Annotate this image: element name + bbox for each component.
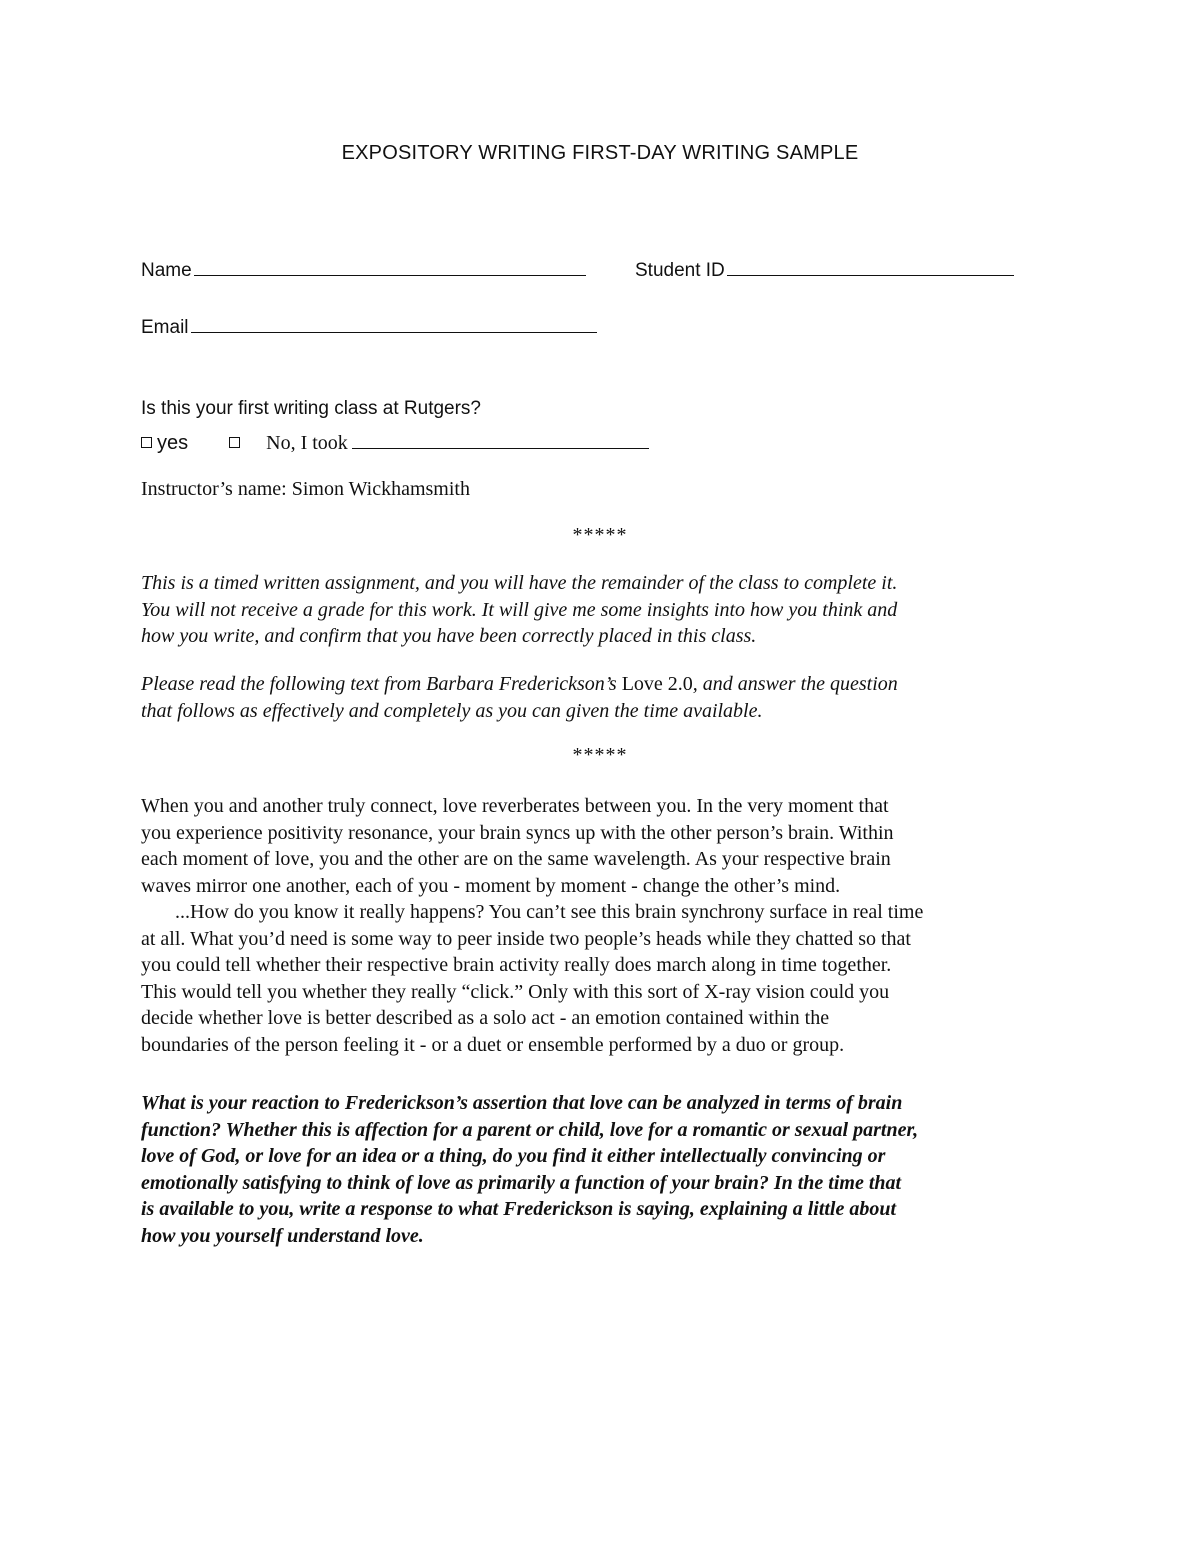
excerpt-line: each moment of love, you and the other are on the same wavelength. As your respective brain [141, 848, 891, 870]
prompt-line: how you yourself understand love. [141, 1224, 424, 1247]
excerpt-line: When you and another truly connect, love reverberates between you. In the very moment that [141, 795, 889, 817]
excerpt-line: This would tell you whether they really “click.” Only with this sort of X-ray vision could you [141, 980, 890, 1003]
instruction-text: Please read the following text from Barbara Frederickson’s [141, 673, 622, 695]
yes-label: yes [157, 432, 189, 454]
prompt-line: love of God, or love for an idea or a thing, do you find it either intellectually convincing or [141, 1145, 886, 1167]
option-yes[interactable] [141, 432, 188, 455]
intro-line: how you write, and confirm that you have been correctly placed in this class. [141, 625, 757, 647]
email-label: Email [141, 317, 189, 338]
student-id-blank-line[interactable] [727, 257, 1014, 276]
excerpt-line: you experience positivity resonance, your brain syncs up with the other person’s brain. Within [141, 821, 894, 844]
email-blank-line[interactable] [191, 314, 597, 333]
first-class-options [141, 428, 649, 455]
excerpt-passage [141, 793, 1061, 1058]
instruction-paragraph [141, 671, 1061, 724]
yes-checkbox[interactable] [141, 437, 152, 448]
student-id-field[interactable] [635, 257, 1014, 282]
instruction-line [141, 671, 1061, 698]
no-checkbox[interactable] [229, 437, 240, 448]
name-blank-line[interactable] [194, 257, 586, 276]
excerpt-line: waves mirror one another, each of you - moment by moment - change the other’s mind. [141, 874, 841, 897]
instruction-text: , and answer the question [692, 673, 898, 695]
instructor-name: Instructor’s name: Simon Wickhamsmith [141, 478, 470, 500]
name-field[interactable] [141, 257, 586, 282]
prompt-line: What is your reaction to Frederickson’s assertion that love can be analyzed in terms of brain [141, 1092, 903, 1114]
section-separator: ***** [572, 524, 628, 546]
excerpt-line: you could tell whether their respective brain activity really does march along in time together. [141, 954, 892, 976]
intro-paragraph [141, 570, 1061, 650]
student-id-label: Student ID [635, 260, 725, 281]
no-label: No, I took [266, 432, 348, 454]
prompt-line: is available to you, write a response to what Frederickson is saying, explaining a little about [141, 1198, 897, 1220]
excerpt-line: decide whether love is better described as a solo act - an emotion contained within the [141, 1007, 830, 1029]
book-title: Love 2.0 [621, 673, 693, 695]
name-label: Name [141, 260, 192, 281]
prompt-line: function? Whether this is affection for a parent or child, love for a romantic or sexual partner, [141, 1118, 919, 1141]
intro-line: You will not receive a grade for this work. It will give me some insights into how you think and [141, 598, 898, 621]
excerpt-line: ...How do you know it really happens? You can’t see this brain synchrony surface in real time [175, 901, 924, 923]
excerpt-line: boundaries of the person feeling it - or a duet or ensemble performed by a duo or group. [141, 1033, 845, 1056]
excerpt-line: at all. What you’d need is some way to peer inside two people’s heads while they chatted so that [141, 927, 911, 950]
document-title: EXPOSITORY WRITING FIRST-DAY WRITING SAMPLE [341, 142, 859, 164]
option-no[interactable] [229, 428, 649, 455]
previous-class-blank-line[interactable] [352, 428, 649, 449]
first-class-question: Is this your first writing class at Rutgers? [141, 398, 481, 419]
intro-line: This is a timed written assignment, and you will have the remainder of the class to complete it. [141, 572, 898, 594]
instruction-line: that follows as effectively and completely as you can given the time available. [141, 699, 763, 722]
section-separator: ***** [572, 744, 628, 766]
writing-prompt [141, 1090, 1061, 1249]
email-field[interactable] [141, 314, 597, 339]
prompt-line: emotionally satisfying to think of love as primarily a function of your brain? In the time that [141, 1171, 902, 1194]
